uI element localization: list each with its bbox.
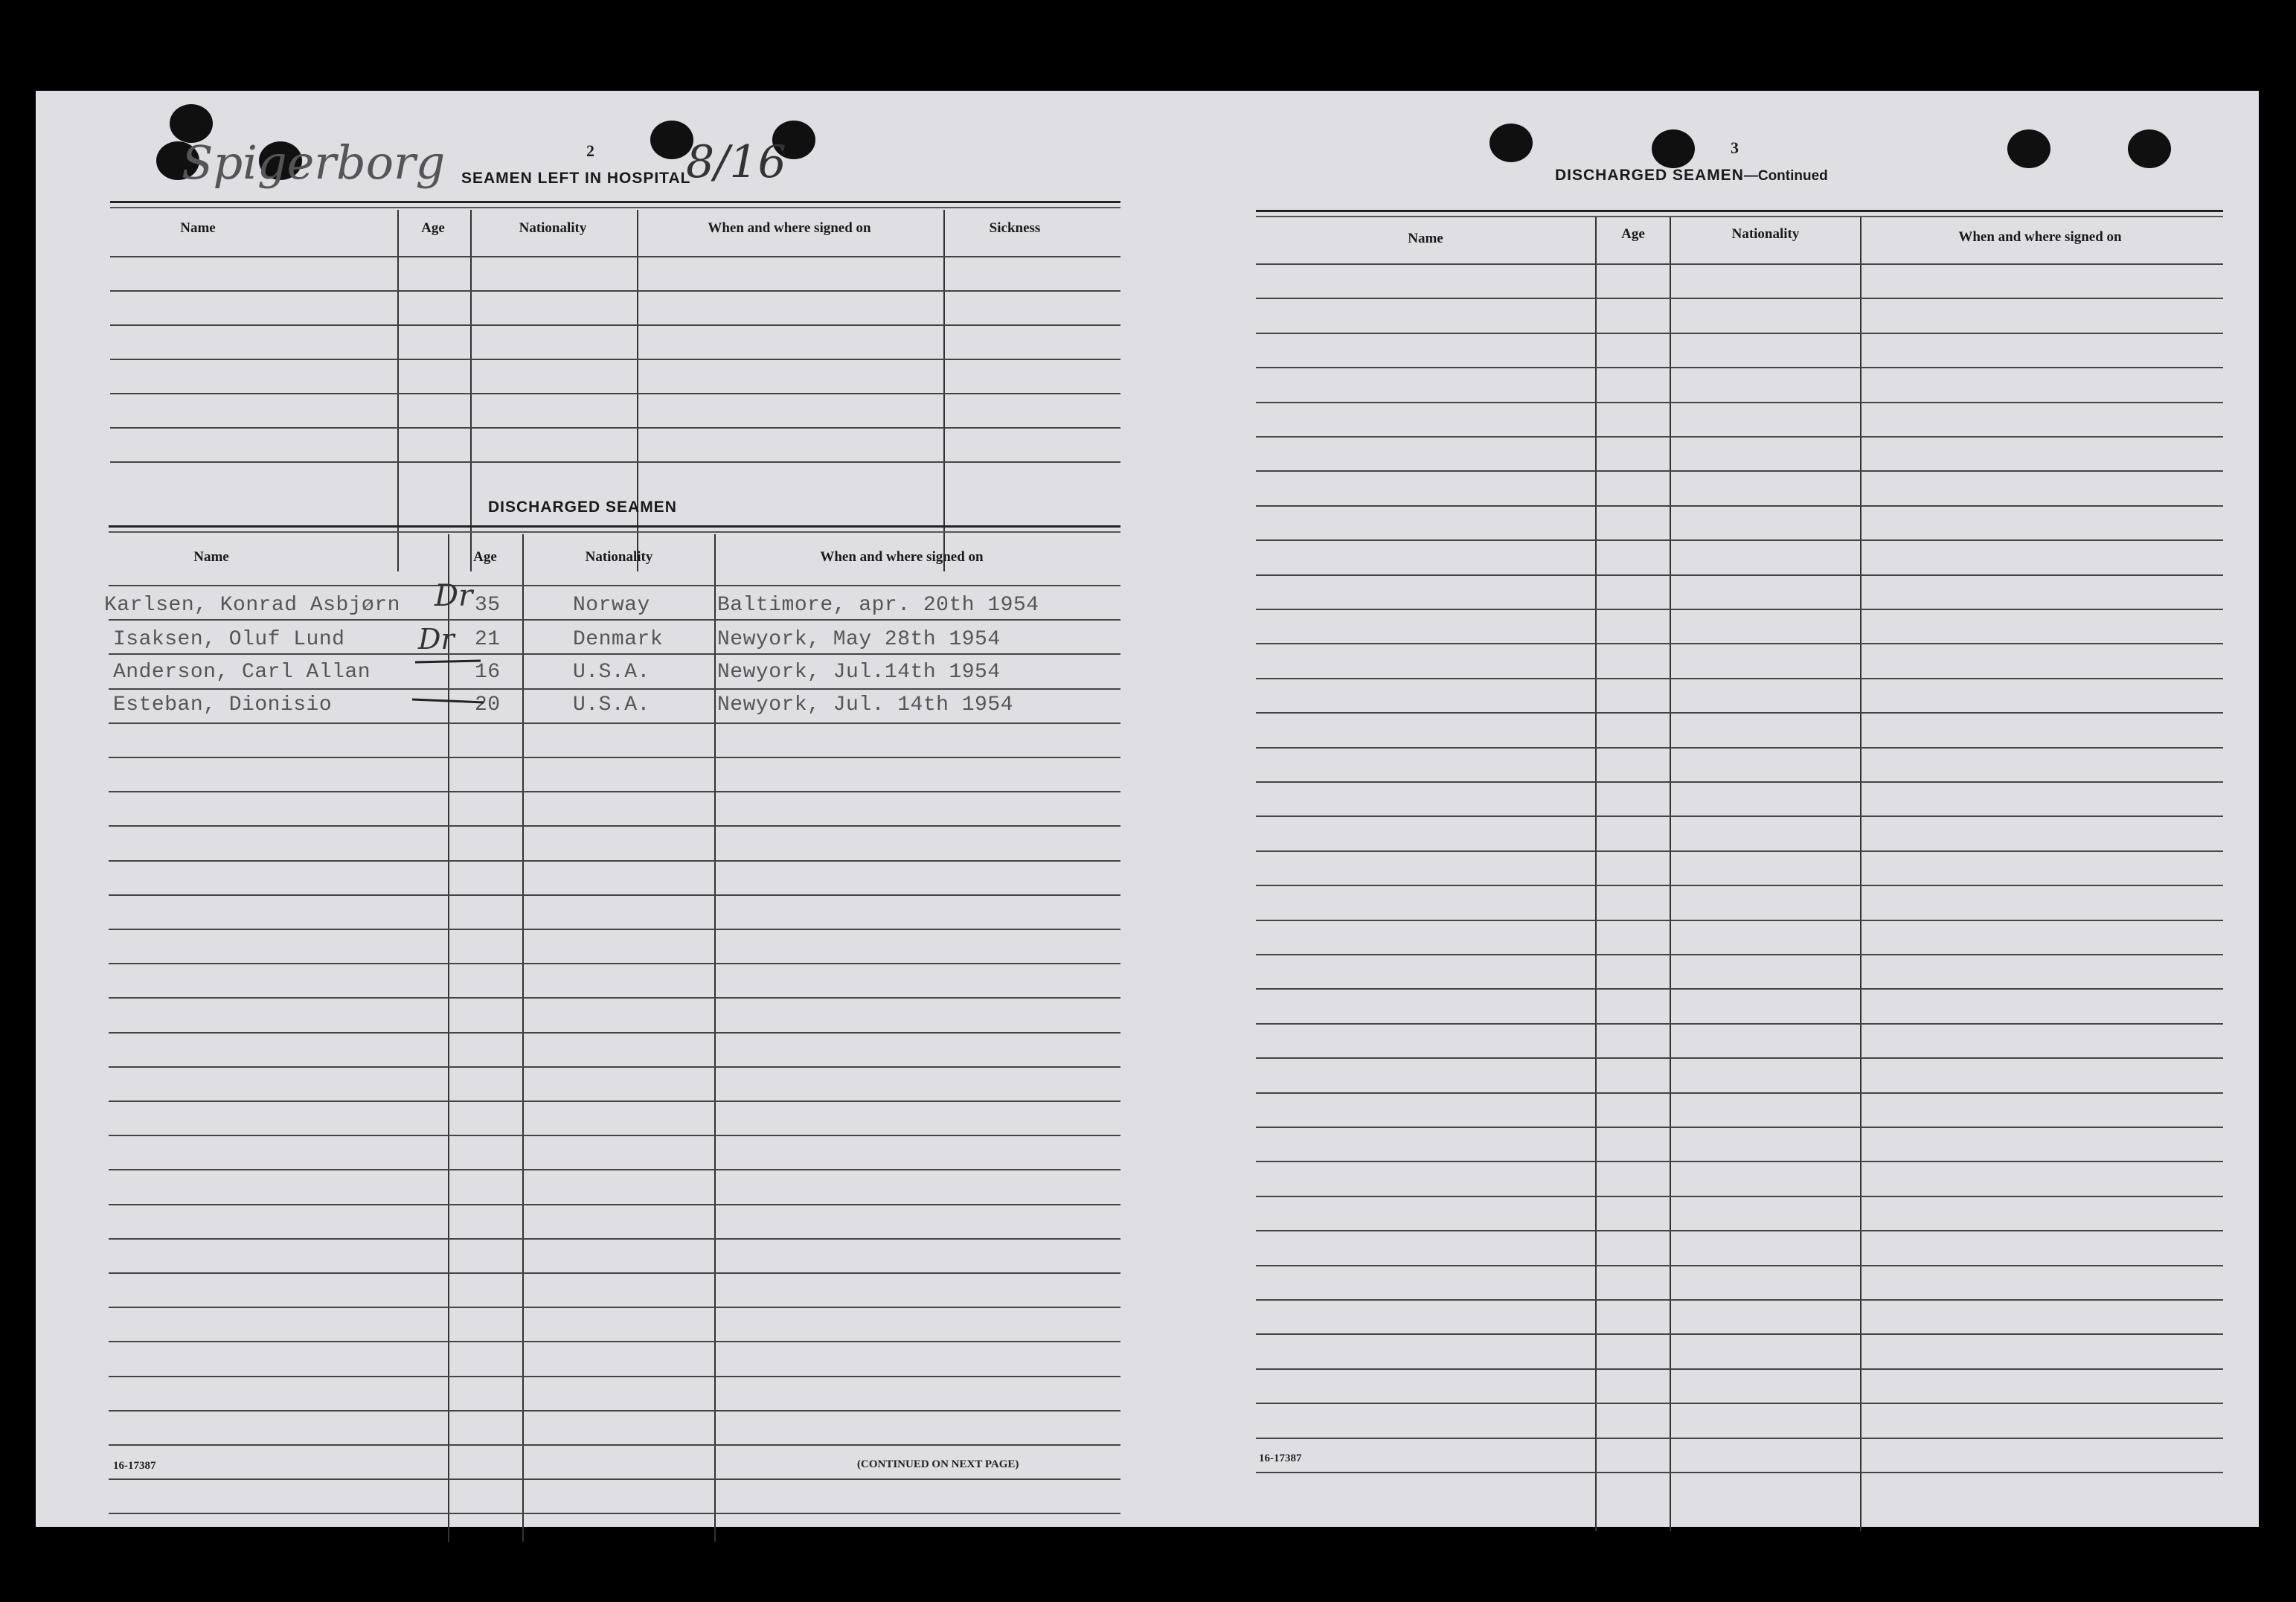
table-row-line	[1256, 850, 2223, 852]
table-row-line	[109, 997, 1120, 999]
table-row-line	[109, 1444, 1120, 1446]
table-row-line	[1256, 747, 2223, 749]
punch-hole	[1652, 129, 1695, 168]
table-row-line	[1256, 505, 2223, 507]
table-row-line	[1256, 574, 2223, 576]
form-number: 16-17387	[1259, 1452, 1302, 1464]
table-row-line	[1256, 920, 2223, 921]
table-row-line	[1256, 954, 2223, 955]
discharged-table-rows	[109, 585, 1120, 1545]
punch-hole	[1489, 124, 1533, 162]
svg-text:Spigerborg: Spigerborg	[182, 135, 445, 190]
hospital-col-name: Name	[180, 220, 216, 236]
svg-text:Dr: Dr	[434, 579, 473, 613]
table-row-line	[1256, 1403, 2223, 1404]
handwritten-ship-name	[177, 121, 445, 202]
page-right	[1144, 91, 2259, 1527]
table-row-line	[1256, 436, 2223, 438]
table-row-line	[109, 1376, 1120, 1377]
table-row-line	[1256, 1265, 2223, 1266]
entry-signed-on: Newyork, Jul.14th 1954	[717, 661, 1001, 684]
svg-text:Dr: Dr	[418, 623, 455, 656]
continued-col-age: Age	[1621, 226, 1645, 242]
title-main: DISCHARGED SEAMEN	[1555, 167, 1744, 184]
hospital-col-signed-on: When and where signed on	[708, 220, 871, 236]
table-row-line	[110, 359, 1120, 360]
rule	[110, 207, 1120, 208]
table-row-line	[109, 585, 1120, 586]
table-row-line	[109, 619, 1120, 621]
table-row-line	[109, 894, 1120, 896]
table-row-line	[1256, 1299, 2223, 1301]
discharged-col-name: Name	[193, 549, 229, 565]
table-row-line	[1256, 678, 2223, 679]
table-row-line	[1256, 333, 2223, 334]
form-number: 16-17387	[113, 1460, 156, 1472]
rule	[1256, 210, 2223, 212]
table-row-line	[110, 290, 1120, 292]
table-row-line	[109, 825, 1120, 827]
continued-table-rows	[1256, 263, 2223, 1546]
punch-hole	[2007, 129, 2050, 168]
table-row-line	[1256, 609, 2223, 610]
table-row-line	[109, 791, 1120, 792]
page-number: 3	[1731, 138, 1739, 157]
punch-hole	[2128, 129, 2171, 168]
rule	[109, 525, 1120, 528]
entry-nationality: U.S.A.	[573, 693, 650, 717]
table-row-line	[109, 860, 1120, 862]
table-row-line	[1256, 1333, 2223, 1335]
hospital-col-age: Age	[421, 220, 445, 236]
handwritten-folio	[683, 121, 795, 195]
table-row-line	[110, 256, 1120, 257]
table-row-line	[109, 1478, 1120, 1480]
continued-col-nationality: Nationality	[1731, 226, 1800, 242]
hospital-col-sickness: Sickness	[989, 220, 1041, 236]
entry-age: 35	[475, 594, 501, 617]
table-row-line	[109, 1513, 1120, 1514]
table-row-line	[110, 324, 1120, 326]
table-row-line	[109, 688, 1120, 690]
page-left	[36, 91, 1129, 1527]
table-row-line	[109, 963, 1120, 964]
table-row-line	[1256, 712, 2223, 714]
table-row-line	[109, 929, 1120, 930]
table-row-line	[109, 1307, 1120, 1308]
table-row-line	[109, 1238, 1120, 1240]
table-row-line	[1256, 988, 2223, 990]
entry-nationality: Denmark	[573, 628, 664, 651]
table-row-line	[1256, 816, 2223, 817]
table-row-line	[1256, 1368, 2223, 1370]
table-row-line	[1256, 1438, 2223, 1439]
table-row-line	[1256, 885, 2223, 886]
table-row-line	[109, 1169, 1120, 1170]
table-row-line	[1256, 1161, 2223, 1162]
entry-nationality: U.S.A.	[573, 661, 650, 684]
continued-section-title	[1555, 167, 1828, 185]
discharged-col-age: Age	[473, 549, 497, 565]
table-row-line	[1256, 470, 2223, 472]
table-row-line	[109, 1032, 1120, 1034]
entry-signed-on: Newyork, Jul. 14th 1954	[717, 693, 1013, 717]
table-row-line	[1256, 1023, 2223, 1025]
table-row-line	[1256, 367, 2223, 368]
table-row-line	[1256, 402, 2223, 403]
hospital-table-rows	[110, 256, 1120, 576]
table-row-line	[110, 427, 1120, 429]
page-number: 2	[586, 141, 594, 160]
table-row-line	[109, 1204, 1120, 1205]
rule	[1256, 216, 2223, 217]
entry-signed-on: Baltimore, apr. 20th 1954	[717, 594, 1039, 617]
table-row-line	[1256, 298, 2223, 299]
table-row-line	[110, 461, 1120, 463]
table-row-line	[1256, 781, 2223, 783]
table-row-line	[109, 1100, 1120, 1102]
entry-name: Karlsen, Konrad Asbjørn	[104, 594, 400, 617]
entry-name: Anderson, Carl Allan	[113, 661, 371, 684]
table-row-line	[1256, 1057, 2223, 1059]
entry-age: 21	[475, 628, 501, 651]
table-row-line	[109, 1272, 1120, 1274]
table-row-line	[1256, 1230, 2223, 1231]
entry-age: 20	[475, 693, 501, 717]
table-row-line	[1256, 539, 2223, 541]
document-sheet	[36, 91, 2259, 1527]
entry-signed-on: Newyork, May 28th 1954	[717, 628, 1001, 651]
table-row-line	[109, 722, 1120, 724]
svg-text:8/16: 8/16	[686, 136, 786, 188]
table-row-line	[110, 393, 1120, 394]
continued-col-signed-on: When and where signed on	[1958, 229, 2122, 245]
entry-nationality: Norway	[573, 594, 650, 617]
discharged-section-title: DISCHARGED SEAMEN	[488, 499, 677, 516]
table-row-line	[1256, 643, 2223, 644]
table-row-line	[1256, 1196, 2223, 1197]
discharged-col-nationality: Nationality	[585, 549, 653, 565]
table-row-line	[109, 1066, 1120, 1068]
entry-age: 16	[475, 661, 501, 684]
entry-name: Esteban, Dionisio	[113, 693, 333, 717]
handwritten-marks	[400, 567, 490, 746]
discharged-col-signed-on: When and where signed on	[820, 549, 984, 565]
table-row-line	[1256, 1127, 2223, 1128]
continued-note: (CONTINUED ON NEXT PAGE)	[857, 1458, 1019, 1470]
table-row-line	[1256, 1472, 2223, 1473]
table-row-line	[1256, 263, 2223, 265]
table-row-line	[109, 653, 1120, 655]
rule	[109, 531, 1120, 533]
entry-name: Isaksen, Oluf Lund	[113, 628, 345, 651]
table-row-line	[109, 757, 1120, 758]
hospital-section-title: SEAMEN LEFT IN HOSPITAL	[461, 170, 691, 187]
table-row-line	[109, 1135, 1120, 1136]
title-suffix: —Continued	[1743, 168, 1828, 184]
table-row-line	[1256, 1092, 2223, 1094]
table-row-line	[109, 1341, 1120, 1342]
rule	[110, 201, 1120, 203]
hospital-col-nationality: Nationality	[519, 220, 587, 236]
table-row-line	[109, 1410, 1120, 1412]
continued-col-name: Name	[1408, 231, 1443, 246]
